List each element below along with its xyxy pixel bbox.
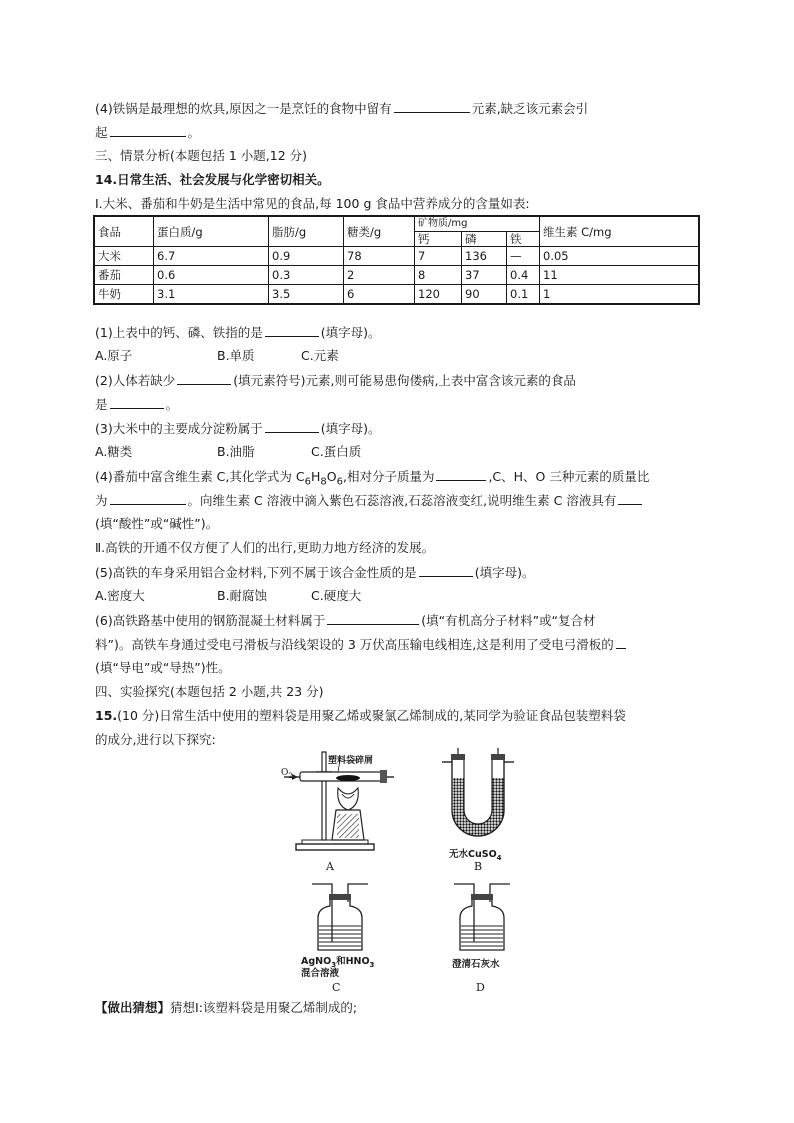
header-mineral: 矿物质/mg xyxy=(415,216,540,232)
answer-blank[interactable] xyxy=(616,635,626,649)
answer-blank[interactable] xyxy=(110,491,186,505)
apparatus-d-wash-bottle xyxy=(452,880,512,954)
q14-intro-1: Ⅰ.大米、番茄和牛奶是生活中常见的食品,每 100 g 食品中营养成分的含量如表: xyxy=(95,196,530,211)
nutrition-table xyxy=(93,215,700,305)
q14-sub4-line1: (4)番茄中富含维生素 C,其化学式为 $C_6H_8O_6$,相对分子质量为 ,C、H、O 三种元素的质量比 xyxy=(95,469,650,488)
label-a: A xyxy=(326,860,334,873)
q14-sub3: (3)大米中的主要成分淀粉属于 (填字母)。 xyxy=(95,421,381,436)
answer-blank[interactable] xyxy=(436,467,486,481)
header-protein: 蛋白质/g xyxy=(154,216,269,247)
answer-blank[interactable] xyxy=(265,419,319,433)
oxygen-label: $O_2$ xyxy=(281,768,293,780)
answer-blank[interactable] xyxy=(618,491,642,505)
q13-part4-line1: (4)铁锅是最理想的炊具,原因之一是烹饪的食物中留有 元素,缺乏该元素会引 xyxy=(95,101,589,116)
label-d: D xyxy=(476,981,485,994)
option-c: C.蛋白质 xyxy=(311,444,362,459)
q14-sub6-line1: (6)高铁路基中使用的钢筋混凝土材料属于 (填“有机高分子材料”或“复合材 xyxy=(95,613,596,628)
option-b: B.单质 xyxy=(217,348,255,363)
caption-b: 无水CuSO$_4$ xyxy=(449,849,502,862)
option-b: B.油脂 xyxy=(217,444,255,459)
header-vitamin-c: 维生素 C/mg xyxy=(540,216,700,247)
q14-intro-2: Ⅱ.高铁的开通不仅方便了人们的出行,更助力地方经济的发展。 xyxy=(95,540,435,555)
apparatus-c-wash-bottle xyxy=(310,880,370,954)
caption-d: 澄清石灰水 xyxy=(452,959,500,970)
q14-sub1: (1)上表中的钙、磷、铁指的是 (填字母)。 xyxy=(95,325,381,340)
option-c: C.元素 xyxy=(301,348,339,363)
section-4-heading: 四、实验探究(本题包括 2 小题,共 23 分) xyxy=(95,684,324,699)
q13-part4-line2: 起 。 xyxy=(95,125,201,140)
option-a: A.原子 xyxy=(95,348,133,363)
q14-sub4-line3: (填“酸性”或“碱性”)。 xyxy=(95,516,219,531)
hypothesis-line: 【做出猜想】猜想Ⅰ:该塑料袋是用聚乙烯制成的; xyxy=(95,1000,358,1015)
caption-c-line2: 混合溶液 xyxy=(301,968,340,979)
q14-sub3-options xyxy=(95,443,361,461)
table-row: 番茄 0.6 0.3 2 8 37 0.4 11 xyxy=(94,266,699,285)
answer-blank[interactable] xyxy=(265,323,319,337)
header-phosphorus: 磷 xyxy=(462,232,507,247)
q14-sub2-line1: (2)人体若缺少 (填元素符号)元素,则可能易患佝偻病,上表中富含该元素的食品 xyxy=(95,373,576,388)
q15-line2: 的成分,进行以下探究: xyxy=(95,732,216,747)
answer-blank[interactable] xyxy=(110,123,186,137)
q14-sub5-options xyxy=(95,587,361,605)
q14-sub5: (5)高铁的车身采用铝合金材料,下列不属于该合金性质的是 (填字母)。 xyxy=(95,565,535,580)
apparatus-b-u-tube xyxy=(438,748,518,844)
q14-title: 14.日常生活、社会发展与化学密切相关。 xyxy=(95,172,330,187)
option-c: C.硬度大 xyxy=(311,588,362,603)
header-calcium: 钙 xyxy=(415,232,462,247)
plastic-scraps-label: 塑料袋碎屑 xyxy=(328,756,374,766)
section-3-heading: 三、情景分析(本题包括 1 小题,12 分) xyxy=(95,148,308,163)
table-row: 大米 6.7 0.9 78 7 136 — 0.05 xyxy=(94,247,699,266)
option-b: B.耐腐蚀 xyxy=(217,588,268,603)
option-a: A.糖类 xyxy=(95,444,133,459)
answer-blank[interactable] xyxy=(327,611,419,625)
answer-blank[interactable] xyxy=(394,99,470,113)
q14-sub6-line3: (填“导电”或“导热”)性。 xyxy=(95,660,231,675)
header-sugar: 糖类/g xyxy=(344,216,415,247)
answer-blank[interactable] xyxy=(110,395,164,409)
header-fat: 脂肪/g xyxy=(269,216,344,247)
q14-sub4-line2: 为 。向维生素 C 溶液中滴入紫色石蕊溶液,石蕊溶液变红,说明维生素 C 溶液具有 xyxy=(95,491,644,510)
table-row: 牛奶 3.1 3.5 6 120 90 0.1 1 xyxy=(94,285,699,305)
caption-c-line1: AgNO$_3$和$HNO_3$ xyxy=(301,956,375,969)
answer-blank[interactable] xyxy=(419,563,473,577)
q14-sub2-line2: 是 。 xyxy=(95,397,179,412)
header-food: 食品 xyxy=(94,216,154,247)
q14-sub6-line2: 料”)。高铁车身通过受电弓滑板与沿线架设的 3 万伏高压输电线相连,这是利用了受电弓滑板的 xyxy=(95,635,628,654)
q14-sub1-options xyxy=(95,347,339,365)
q15-line1: 15.(10 分)日常生活中使用的塑料袋是用聚乙烯或聚氯乙烯制成的,某同学为验证食品包装塑料袋 xyxy=(95,708,626,723)
label-c: C xyxy=(332,981,341,994)
option-a: A.密度大 xyxy=(95,588,145,603)
label-b: B xyxy=(474,860,483,873)
header-iron: 铁 xyxy=(507,232,540,247)
answer-blank[interactable] xyxy=(177,371,231,385)
